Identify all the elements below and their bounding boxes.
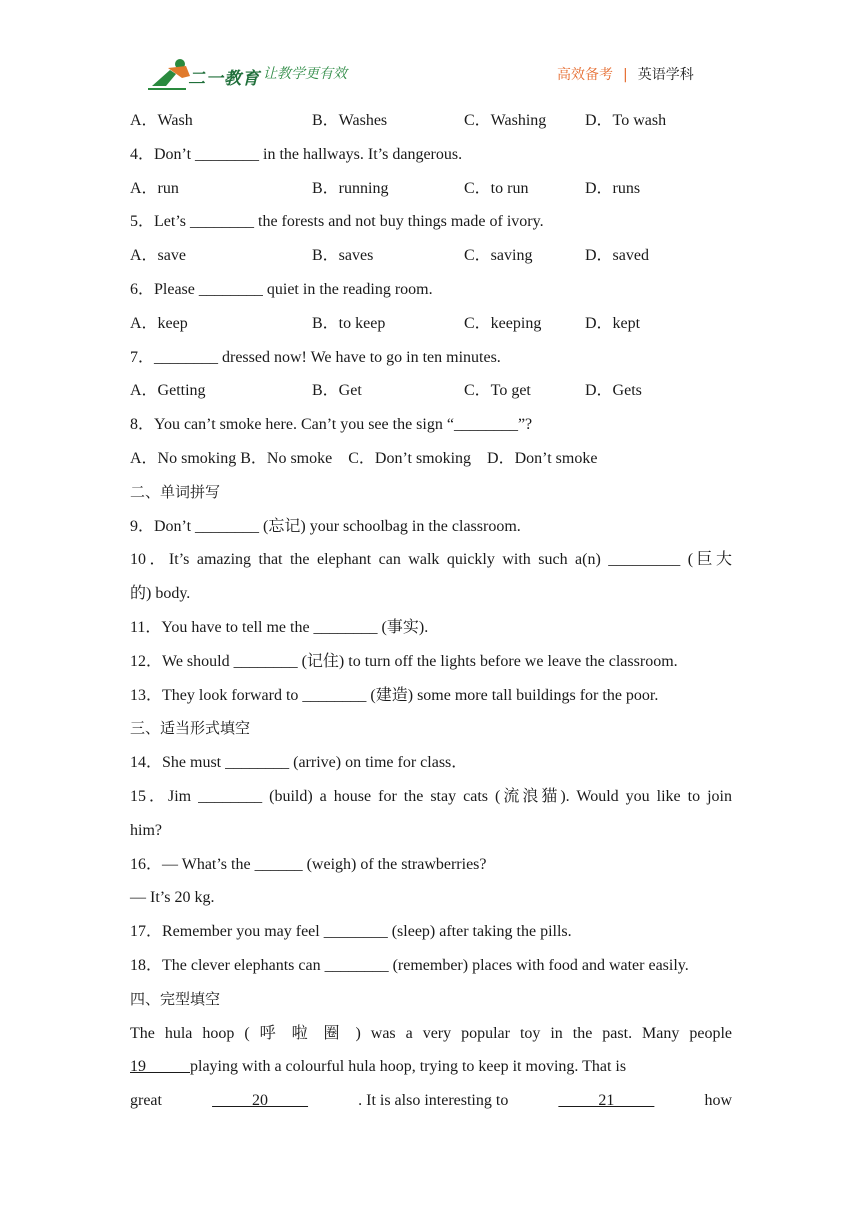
header-separator: | bbox=[623, 67, 628, 83]
header-right bbox=[557, 64, 694, 84]
question-13: 13．They look forward to ________ (建造) some more tall buildings for the poor. bbox=[130, 686, 659, 704]
exercise-content bbox=[130, 104, 732, 1118]
option-c: C．saving bbox=[464, 247, 533, 265]
option-c: C．Washing bbox=[464, 112, 547, 129]
q7-options bbox=[130, 374, 732, 408]
question-10: 10．It’s amazing that the elephant can walk quickly with such a(n) _________ (巨大 bbox=[130, 551, 732, 569]
passage-text: playing with a colourful hula hoop, trying to keep it moving. That is bbox=[190, 1058, 627, 1076]
option-b: B．Washes bbox=[312, 112, 388, 129]
option-b: B．running bbox=[312, 179, 389, 197]
logo-text: 二一教育 bbox=[188, 69, 260, 89]
option-a: A．run bbox=[130, 179, 179, 197]
blank-20: 20 bbox=[212, 1092, 309, 1110]
option-b: B．Get bbox=[312, 382, 362, 400]
option-c: C．To get bbox=[464, 382, 531, 400]
option-b: B．to keep bbox=[312, 314, 386, 332]
question-15-cont: him? bbox=[130, 821, 162, 839]
option-a: A．Wash bbox=[130, 112, 193, 129]
question-18: 18．The clever elephants can ________ (remember) places with food and water easily. bbox=[130, 956, 689, 974]
option-c: C．to run bbox=[464, 179, 529, 197]
question-9: 9．Don’t ________ (忘记) your schoolbag in the classroom. bbox=[130, 517, 521, 535]
passage-text: . It is also interesting to bbox=[358, 1092, 509, 1110]
option-b: B．saves bbox=[312, 247, 374, 265]
question-8: 8．You can’t smoke here. Can’t you see the sign “________”? bbox=[130, 416, 533, 434]
q4-options bbox=[130, 172, 732, 206]
question-14: 14．She must ________ (arrive) on time for class． bbox=[130, 754, 468, 772]
page-header bbox=[0, 0, 860, 100]
option-d: D．Gets bbox=[585, 382, 642, 400]
q6-options bbox=[130, 307, 732, 341]
header-label: 高效备考 bbox=[557, 67, 613, 83]
header-subject: 英语学科 bbox=[637, 67, 694, 83]
option-c: C．keeping bbox=[464, 314, 542, 332]
section-heading: 三、适当形式填空 bbox=[130, 719, 251, 738]
blank-21: 21 bbox=[558, 1092, 655, 1110]
q3-options bbox=[130, 104, 732, 138]
passage-text: great bbox=[130, 1092, 162, 1110]
question-15: 15．Jim ________ (build) a house for the stay cats (流浪猫). Would you like to join bbox=[130, 787, 732, 805]
question-4: 4．Don’t ________ in the hallways. It’s dangerous. bbox=[130, 145, 463, 163]
question-16: 16．— What’s the ______ (weigh) of the strawberries? bbox=[130, 855, 487, 873]
option-a: A．keep bbox=[130, 314, 188, 332]
blank-19: 19 bbox=[130, 1058, 190, 1076]
passage-line: The hula hoop ( 呼 啦 圈 ) was a very popular toy in the past. Many people bbox=[130, 1024, 732, 1042]
question-17: 17．Remember you may feel ________ (sleep) after taking the pills. bbox=[130, 923, 572, 941]
question-6: 6．Please ________ quiet in the reading room. bbox=[130, 280, 433, 298]
option-d: D．To wash bbox=[585, 112, 667, 129]
passage-line bbox=[130, 1084, 732, 1118]
q8-options: A．No smoking B．No smoke C．Don’t smoking D．Don’t smoke bbox=[130, 449, 598, 467]
passage-text: how bbox=[704, 1092, 732, 1110]
option-d: D．runs bbox=[585, 179, 641, 197]
header-slogan: 让教学更有效 bbox=[263, 66, 347, 82]
passage-line bbox=[130, 1050, 732, 1084]
q5-options bbox=[130, 239, 732, 273]
option-a: A．Getting bbox=[130, 382, 206, 400]
question-11: 11．You have to tell me the ________ (事实). bbox=[130, 618, 429, 636]
option-d: D．kept bbox=[585, 314, 641, 332]
question-10-cont: 的) body. bbox=[130, 585, 191, 603]
section-heading: 二、单词拼写 bbox=[130, 482, 221, 501]
question-16-answer: — It’s 20 kg. bbox=[130, 889, 215, 907]
option-d: D．saved bbox=[585, 247, 649, 265]
question-12: 12．We should ________ (记住) to turn off the lights before we leave the classroom. bbox=[130, 652, 678, 670]
question-5: 5．Let’s ________ the forests and not buy things made of ivory. bbox=[130, 213, 544, 231]
option-a: A．save bbox=[130, 247, 186, 265]
question-7: 7．________ dressed now! We have to go in ten minutes. bbox=[130, 348, 501, 366]
section-heading: 四、完型填空 bbox=[130, 989, 221, 1008]
